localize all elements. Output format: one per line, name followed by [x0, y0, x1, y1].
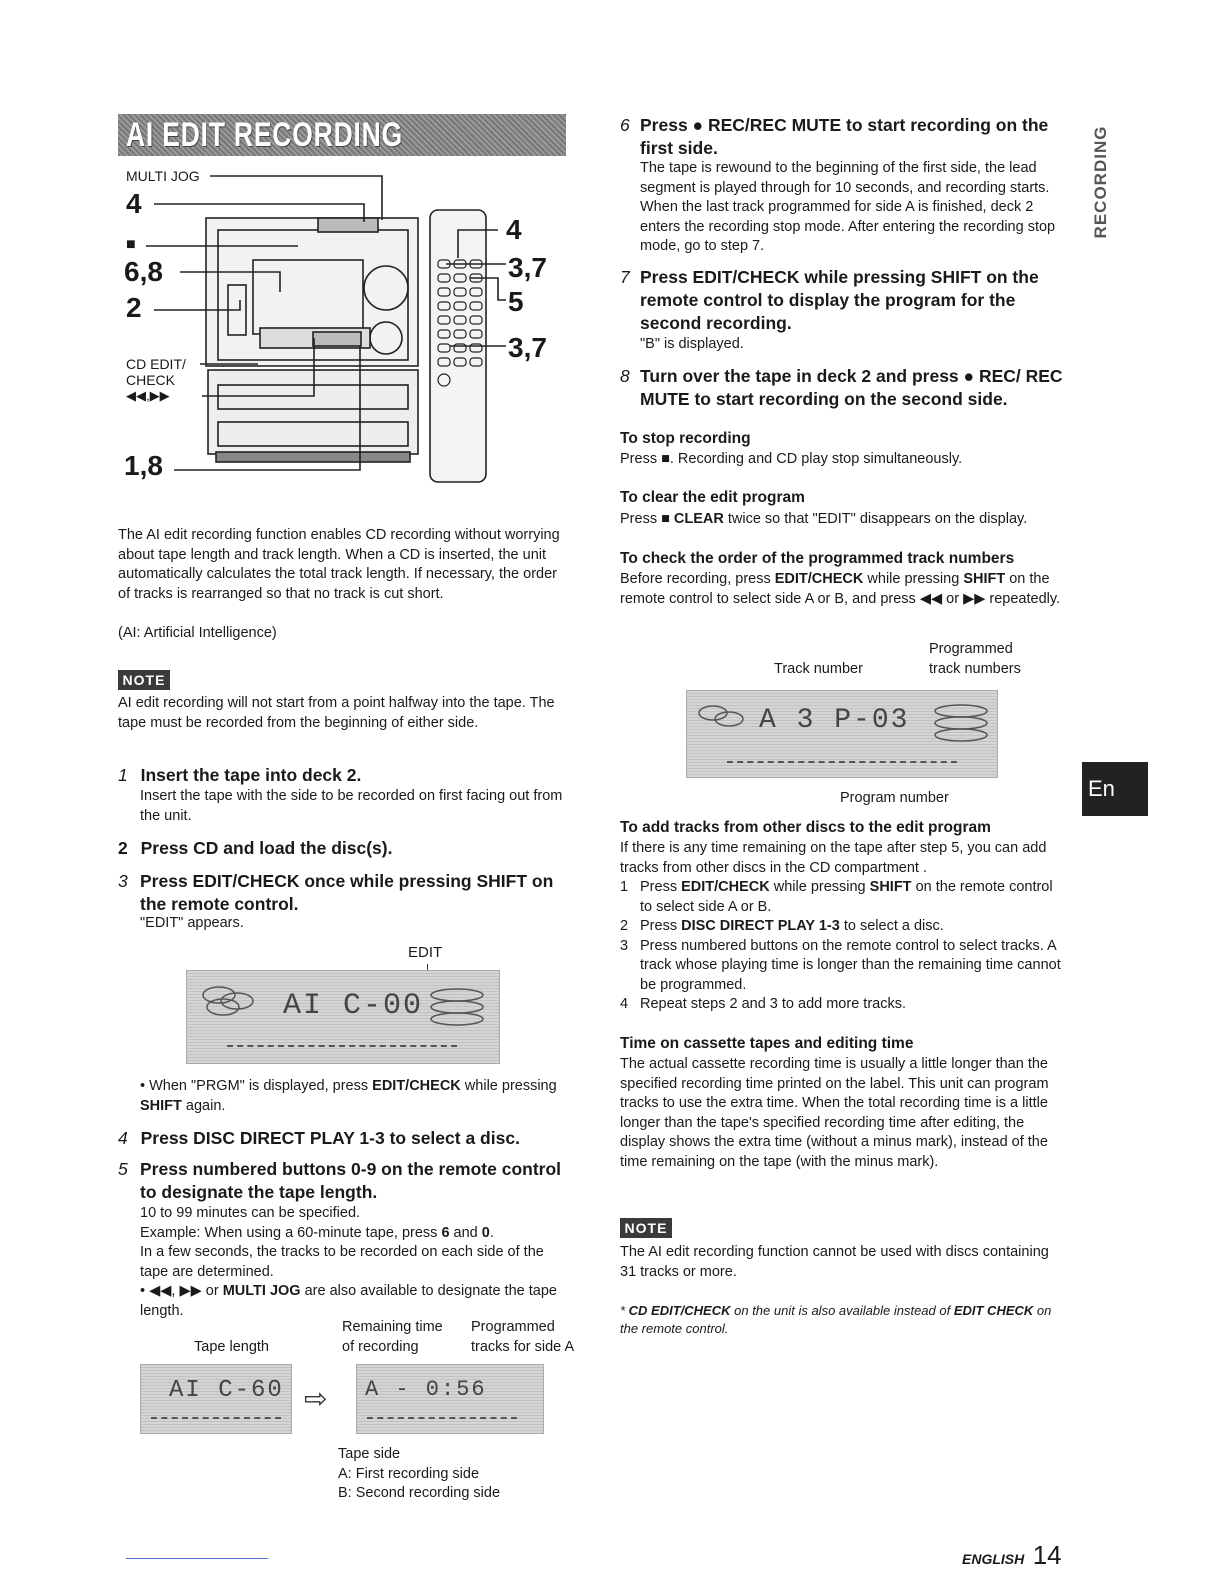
note-text-left: AI edit recording will not start from a point halfway into the tape. The tape must be recorded from the beginning of either side. — [118, 695, 555, 731]
add-item-4 — [620, 995, 1066, 1015]
lcd-check-readout: A 3 P-03 — [759, 705, 910, 736]
add-item-1 — [620, 878, 1066, 917]
lcd-remaining-readout: A - 0:56 — [365, 1377, 487, 1402]
step-8-title: Turn over the tape in deck 2 and press ● REC/ REC MUTE to start recording on the second side. — [640, 366, 1063, 409]
note-badge-right: NOTE — [620, 1218, 672, 1238]
add-item-1-e: on the remote control to select side A or B. — [640, 879, 1053, 915]
prgm-bullet-shift: SHIFT — [140, 1097, 182, 1114]
step-5-key-6: 6 — [441, 1224, 450, 1241]
check-order-text — [620, 570, 1066, 609]
step-1-heading — [118, 764, 568, 787]
disc-icon — [199, 981, 259, 1021]
step-7-title: Press EDIT/CHECK while pressing SHIFT on the remote control to display the program for the second recording. — [640, 267, 1039, 333]
lcd-display-remaining — [356, 1364, 544, 1434]
step-2-heading — [118, 837, 568, 860]
device-illustration — [118, 160, 568, 490]
prgm-bullet-text: • When "PRGM" is displayed, press — [140, 1078, 373, 1094]
programmed-tracks-line-1: Programmed — [471, 1319, 555, 1335]
language-tab: En — [1082, 762, 1148, 816]
clear-text-c: twice so that "EDIT" disappears on the display. — [723, 511, 1028, 527]
label-step-2: 2 — [126, 292, 142, 323]
label-step-1-8: 1,8 — [124, 450, 163, 481]
add-tracks-list — [620, 878, 1066, 1015]
remaining-time-line-1: Remaining time — [342, 1319, 443, 1335]
add-item-2-num: 2 — [620, 918, 629, 934]
label-stop-symbol: ■ — [126, 236, 136, 253]
label-multi-jog: MULTI JOG — [126, 168, 200, 184]
clear-program-text — [620, 510, 1070, 530]
add-item-1-c: while pressing — [769, 879, 870, 895]
add-item-1-text — [640, 878, 1066, 917]
program-number-label: Program number — [840, 790, 949, 806]
add-item-3-num: 3 — [620, 937, 629, 954]
lcd-dash-row-2 — [151, 1417, 281, 1419]
note-text-right: The AI edit recording function cannot be used with discs containing 31 tracks or more. — [620, 1244, 1049, 1280]
recording-side-tab — [1086, 112, 1116, 252]
step-5-line-1: 10 to 99 minutes can be specified. — [140, 1205, 361, 1221]
cassette-time-heading: Time on cassette tapes and editing time — [620, 1035, 914, 1052]
lcd-display-tape-length — [140, 1364, 292, 1434]
lcd-edit-readout: AI C-00 — [283, 989, 424, 1023]
step-1-number: 1 — [118, 765, 128, 785]
step-2-title: Press CD and load the disc(s). — [140, 838, 393, 858]
tape-side-legend — [338, 1445, 500, 1504]
step-5-body — [140, 1204, 568, 1321]
page-footer — [962, 1540, 1062, 1571]
add-item-1-b: EDIT/CHECK — [681, 879, 770, 895]
check-text-c: while pressing — [863, 571, 964, 587]
step-6-heading — [620, 114, 1066, 160]
add-tracks-heading: To add tracks from other discs to the edit program — [620, 819, 991, 836]
add-item-2-c: to select a disc. — [839, 918, 944, 934]
step-7-text: "B" is displayed. — [640, 336, 744, 352]
clear-text-key: ■ CLEAR — [661, 511, 724, 527]
prgm-bullet-edit: EDIT/CHECK — [372, 1078, 461, 1094]
step-7-heading — [620, 266, 1066, 335]
step-6-number: 6 — [620, 115, 630, 135]
step-5-number: 5 — [118, 1159, 128, 1179]
step-5-and: and — [449, 1224, 482, 1241]
remaining-time-label — [342, 1318, 443, 1357]
device-diagram — [118, 160, 568, 490]
label-check: CHECK — [126, 372, 176, 388]
clear-program-heading: To clear the edit program — [620, 489, 805, 506]
footnote-cd-edit: CD EDIT/CHECK — [628, 1303, 731, 1318]
check-order-heading: To check the order of the programmed track numbers — [620, 550, 1015, 567]
add-item-3-a: Press numbered buttons on the remote control to select tracks. A track whose playing time is longer than the remaining time cannot be programmed. — [640, 937, 1061, 993]
step-1-text: Insert the tape with the side to be recorded on first facing out from the unit. — [140, 788, 563, 824]
step-5-bullet-jog: MULTI JOG — [222, 1283, 301, 1299]
edit-indicator-label: EDIT — [408, 944, 443, 961]
cassette-time-text: The actual cassette recording time is usually a little longer than the specified recording time printed on the label. This unit can program tracks to use the extra time. When the total recording time is a little longer than the tape's specified recording time after editing, the display shows the extra time (without a minus mark), instead of the time remaining on the tape (with the minus mark). — [620, 1056, 1049, 1170]
lcd-dash-row-4 — [727, 761, 957, 763]
disc-stack-icon-2 — [931, 701, 991, 751]
step-7-number: 7 — [620, 267, 630, 287]
label-step-6-8: 6,8 — [124, 256, 163, 287]
step-8-number: 8 — [620, 366, 630, 386]
check-text-edit: EDIT/CHECK — [774, 571, 864, 587]
footnote-text-2: on the remote control. — [620, 1303, 1052, 1336]
lcd-tape-length-readout: AI C-60 — [169, 1377, 284, 1404]
step-4-number: 4 — [118, 1128, 128, 1148]
add-item-1-d: SHIFT — [869, 879, 912, 895]
label-remote-4: 4 — [506, 214, 522, 245]
add-item-1-num: 1 — [620, 879, 629, 895]
label-remote-3-7-a: 3,7 — [508, 252, 547, 283]
lcd-dash-row-3 — [367, 1417, 517, 1419]
tape-side-b: B: Second recording side — [338, 1485, 501, 1501]
check-text-e: on the remote control to select side A or B, and press ◀◀ or ▶▶ repeatedly. — [620, 571, 1061, 607]
stop-recording-heading: To stop recording — [620, 430, 751, 447]
footnote — [620, 1302, 1066, 1338]
step-3-text: "EDIT" appears. — [140, 915, 244, 931]
tape-side-label: Tape side — [338, 1446, 401, 1462]
lcd-display-check — [686, 690, 998, 778]
step-5-heading — [118, 1158, 568, 1204]
step-5-line-3: In a few seconds, the tracks to be recorded on each side of the tape are determined. — [140, 1244, 544, 1280]
step-6-title: Press ● REC/REC MUTE to start recording on the first side. — [640, 115, 1049, 158]
track-numbers-label: track numbers — [929, 661, 1021, 677]
stop-recording-text: Press ■. Recording and CD play stop simultaneously. — [620, 451, 963, 467]
step-5-title: Press numbered buttons 0-9 on the remote control to designate the tape length. — [140, 1159, 562, 1202]
note-badge-left: NOTE — [118, 670, 170, 690]
footer-rule — [126, 1558, 268, 1559]
intro-paragraph: The AI edit recording function enables CD recording without worrying about tape length and track length. When a CD is inserted, the unit automatically calculates the total track length. If necessary, the order of tracks is rearranged so that no track is cut short. — [118, 527, 560, 602]
prgm-bullet-text-2: while pressing — [460, 1078, 557, 1094]
step-3-heading — [118, 870, 568, 916]
lcd-display-edit — [186, 970, 500, 1064]
track-number-label: Track number — [774, 661, 863, 677]
programmed-label: Programmed — [929, 641, 1013, 657]
footnote-edit-check: EDIT CHECK — [953, 1303, 1034, 1318]
step-5-period: . — [489, 1224, 494, 1241]
add-item-2-text — [640, 917, 944, 937]
step-1-title: Insert the tape into deck 2. — [140, 765, 362, 785]
step-4-heading — [118, 1127, 568, 1150]
step-5-example: Example: When using a 60-minute tape, press — [140, 1224, 442, 1241]
footer-page-number: 14 — [1032, 1540, 1062, 1570]
step-5-bullet — [140, 1282, 568, 1321]
step-5-bullet-text-2: are also available to designate the tape length. — [140, 1283, 557, 1319]
tape-length-label: Tape length — [194, 1339, 269, 1355]
add-item-3 — [620, 937, 1066, 996]
footnote-star: * — [620, 1303, 629, 1318]
disc-stack-icon — [427, 985, 487, 1035]
programmed-tracks-line-2: tracks for side A — [471, 1338, 575, 1355]
remaining-time-line-2: of recording — [342, 1338, 419, 1355]
prgm-bullet-text-3: again. — [181, 1097, 226, 1114]
add-item-4-num: 4 — [620, 996, 629, 1012]
check-text-a: Before recording, press — [620, 571, 775, 587]
tape-side-a: A: First recording side — [338, 1465, 480, 1482]
step-6-text: The tape is rewound to the beginning of the first side, the lead segment is played through for 10 seconds, and recording starts. When the last track programmed for side A is finished, deck 2 enters the recording stop mode. After entering the recording stop mode, go to step 7. — [640, 160, 1056, 254]
add-tracks-text: If there is any time remaining on the tape after step 5, you can add tracks from other discs in the CD compartment . — [620, 840, 1047, 876]
add-item-1-a: Press — [640, 879, 682, 895]
programmed-tracks-label — [471, 1318, 574, 1357]
label-step-4: 4 — [126, 188, 142, 219]
recording-side-tab-label: RECORDING — [1091, 125, 1110, 239]
prgm-bullet — [140, 1077, 568, 1116]
section-title: AI EDIT RECORDING — [126, 116, 403, 154]
label-cd-edit: CD EDIT/ — [126, 356, 186, 372]
step-5-bullet-text: • ◀◀, ▶▶ or — [140, 1283, 223, 1299]
label-remote-3-7-b: 3,7 — [508, 332, 547, 363]
footnote-text: on the unit is also available instead of — [730, 1303, 954, 1318]
step-3-number: 3 — [118, 871, 128, 891]
label-skip-buttons: ◀◀,▶▶ — [126, 388, 170, 403]
label-remote-5: 5 — [508, 286, 524, 317]
footer-language: ENGLISH — [962, 1551, 1025, 1567]
add-item-2-b: DISC DIRECT PLAY 1-3 — [681, 918, 840, 934]
step-5-key-0: 0 — [481, 1224, 490, 1241]
check-text-shift: SHIFT — [963, 571, 1006, 587]
arrow-right-icon: ⇨ — [304, 1383, 328, 1414]
step-2-number: 2 — [118, 838, 128, 858]
lcd-dash-row — [227, 1045, 457, 1047]
step-4-title: Press DISC DIRECT PLAY 1-3 to select a disc. — [140, 1128, 520, 1148]
add-item-2-a: Press — [640, 918, 682, 934]
add-item-2 — [620, 917, 1066, 937]
step-8-heading — [620, 365, 1066, 411]
add-item-4-a: Repeat steps 2 and 3 to add more tracks. — [640, 996, 906, 1012]
step-5-line-2 — [140, 1224, 568, 1244]
clear-text-a: Press — [620, 511, 662, 527]
intro-ai-note: (AI: Artificial Intelligence) — [118, 625, 277, 641]
disc-icon-2 — [697, 701, 747, 735]
step-3-title: Press EDIT/CHECK once while pressing SHIFT on the remote control. — [140, 871, 554, 914]
